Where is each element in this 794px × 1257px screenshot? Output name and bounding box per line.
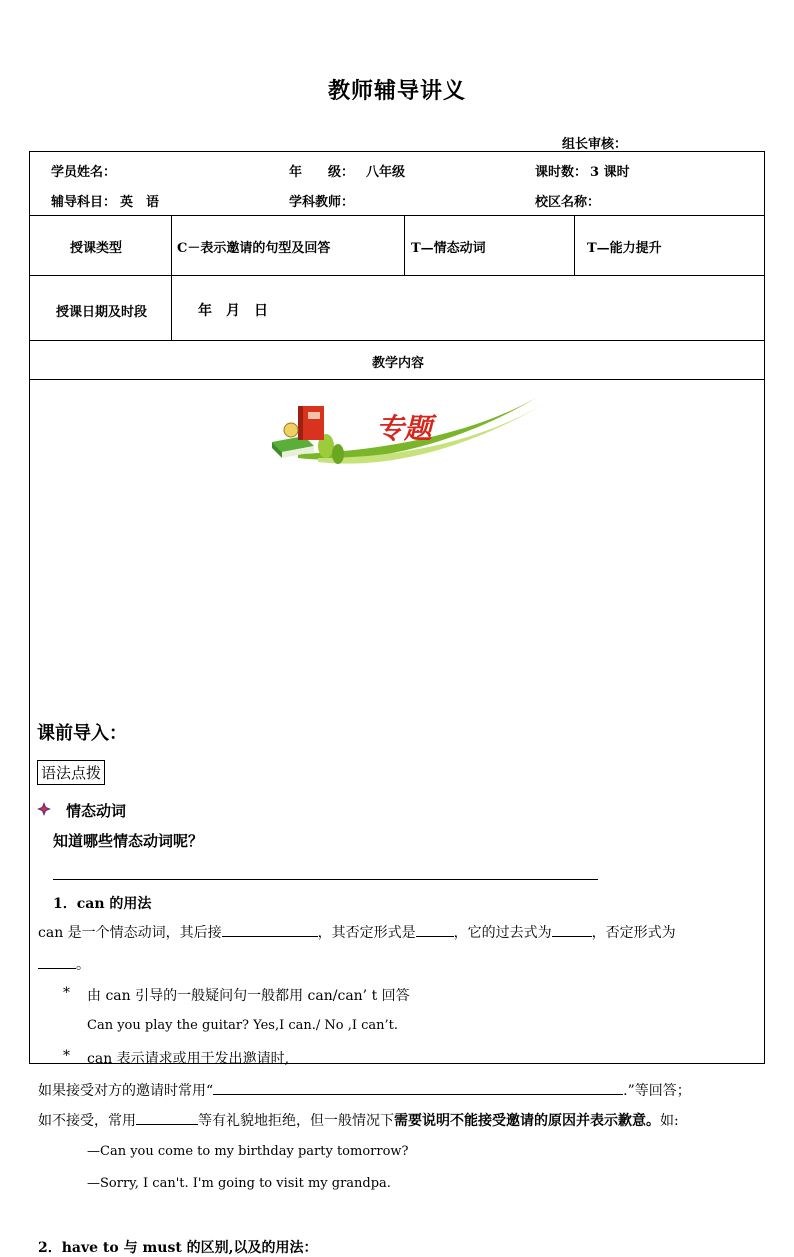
decline-emphasis: 需要说明不能接受邀请的原因并表示歉意。 [394, 1113, 660, 1129]
content-header: 教学内容 [371, 356, 424, 371]
blank-line [38, 956, 76, 969]
modal-question: 知道哪些情态动词呢？ [53, 832, 204, 850]
bullet-star-icon [37, 802, 51, 816]
col-divider [171, 215, 172, 340]
can-text: 。 [76, 957, 90, 973]
banner-text: 专题 [376, 412, 433, 445]
accept-text: 如果接受对方的邀请时常用“ [38, 1083, 214, 1099]
have-to-section-title: 2．have to 与 must 的区别,以及的用法： [38, 1240, 318, 1256]
can-text: can 是一个情态动词，其后接 [38, 925, 222, 941]
course-type-c: C－表示邀请的句型及回答 [177, 241, 331, 256]
decline-text: 如不接受，常用 [38, 1113, 136, 1129]
reviewer-label: 组长审核： [562, 137, 628, 152]
subject-label: 辅导科目： [51, 195, 117, 210]
leaf-icon [332, 444, 344, 464]
hours-value: 3 课时 [590, 165, 630, 180]
modal-heading: 情态动词 [66, 802, 127, 820]
col-divider [574, 215, 575, 275]
course-type-t2: T—能力提升 [587, 241, 662, 256]
can-example: Can you play the guitar? Yes,I can./ No ,I can’t. [87, 1018, 399, 1033]
campus-label: 校区名称： [535, 195, 601, 210]
bullet-marker: * [63, 985, 70, 1001]
course-type-label: 授课类型 [70, 241, 123, 256]
can-paragraph-end [38, 954, 90, 974]
topic-banner [258, 396, 548, 478]
dialog-line-1: —Can you come to my birthday party tomorrow? [87, 1144, 409, 1159]
blank-line [213, 1082, 623, 1095]
books-icon [272, 406, 324, 458]
grammar-tips-box: 语法点拨 [37, 760, 105, 785]
blank-line [222, 924, 318, 937]
blank-line [416, 924, 454, 937]
can-text: ，否定形式为 [591, 925, 676, 941]
decline-text: 如: [660, 1113, 679, 1129]
student-name-label: 学员姓名： [51, 165, 117, 180]
page-title: 教师辅导讲义 [327, 78, 466, 104]
course-type-t1: T—情态动词 [411, 241, 486, 256]
lesson-form [29, 151, 765, 1256]
bullet-marker: * [63, 1048, 70, 1064]
grade-value: 八年级 [366, 165, 406, 180]
grade-label: 年 级： [289, 165, 355, 180]
date-label: 授课日期及时段 [56, 305, 148, 320]
content-area [30, 379, 766, 1256]
blank-line [552, 924, 592, 937]
row-divider [30, 275, 764, 276]
can-bullet-2: can 表示请求或用于发出邀请时, [87, 1051, 290, 1067]
can-text: ，其否定形式是 [317, 925, 416, 941]
blank-line [136, 1112, 198, 1125]
dialog-line-2: —Sorry, I can't. I'm going to visit my grandpa. [87, 1176, 391, 1191]
row-divider [30, 340, 764, 341]
can-paragraph [38, 922, 676, 942]
accept-line [38, 1080, 691, 1100]
hours-label: 课时数： [535, 165, 588, 180]
can-text: ，它的过去式为 [453, 925, 552, 941]
row-divider [30, 215, 764, 216]
can-bullet-1: 由 can 引导的一般疑问句一般都用 can/can’ t 回答 [87, 988, 410, 1004]
accept-text: .”等回答； [623, 1083, 691, 1099]
decline-line [38, 1110, 679, 1130]
can-section-title: 1．can 的用法 [53, 896, 152, 912]
answer-line [53, 879, 598, 880]
intro-heading: 课前导入： [37, 723, 127, 744]
decline-text: 等有礼貌地拒绝，但一般情况下 [198, 1113, 394, 1129]
subject-value: 英 语 [120, 195, 160, 210]
col-divider [404, 215, 405, 275]
teacher-label: 学科教师： [289, 195, 355, 210]
date-value: 年 月 日 [198, 303, 268, 319]
